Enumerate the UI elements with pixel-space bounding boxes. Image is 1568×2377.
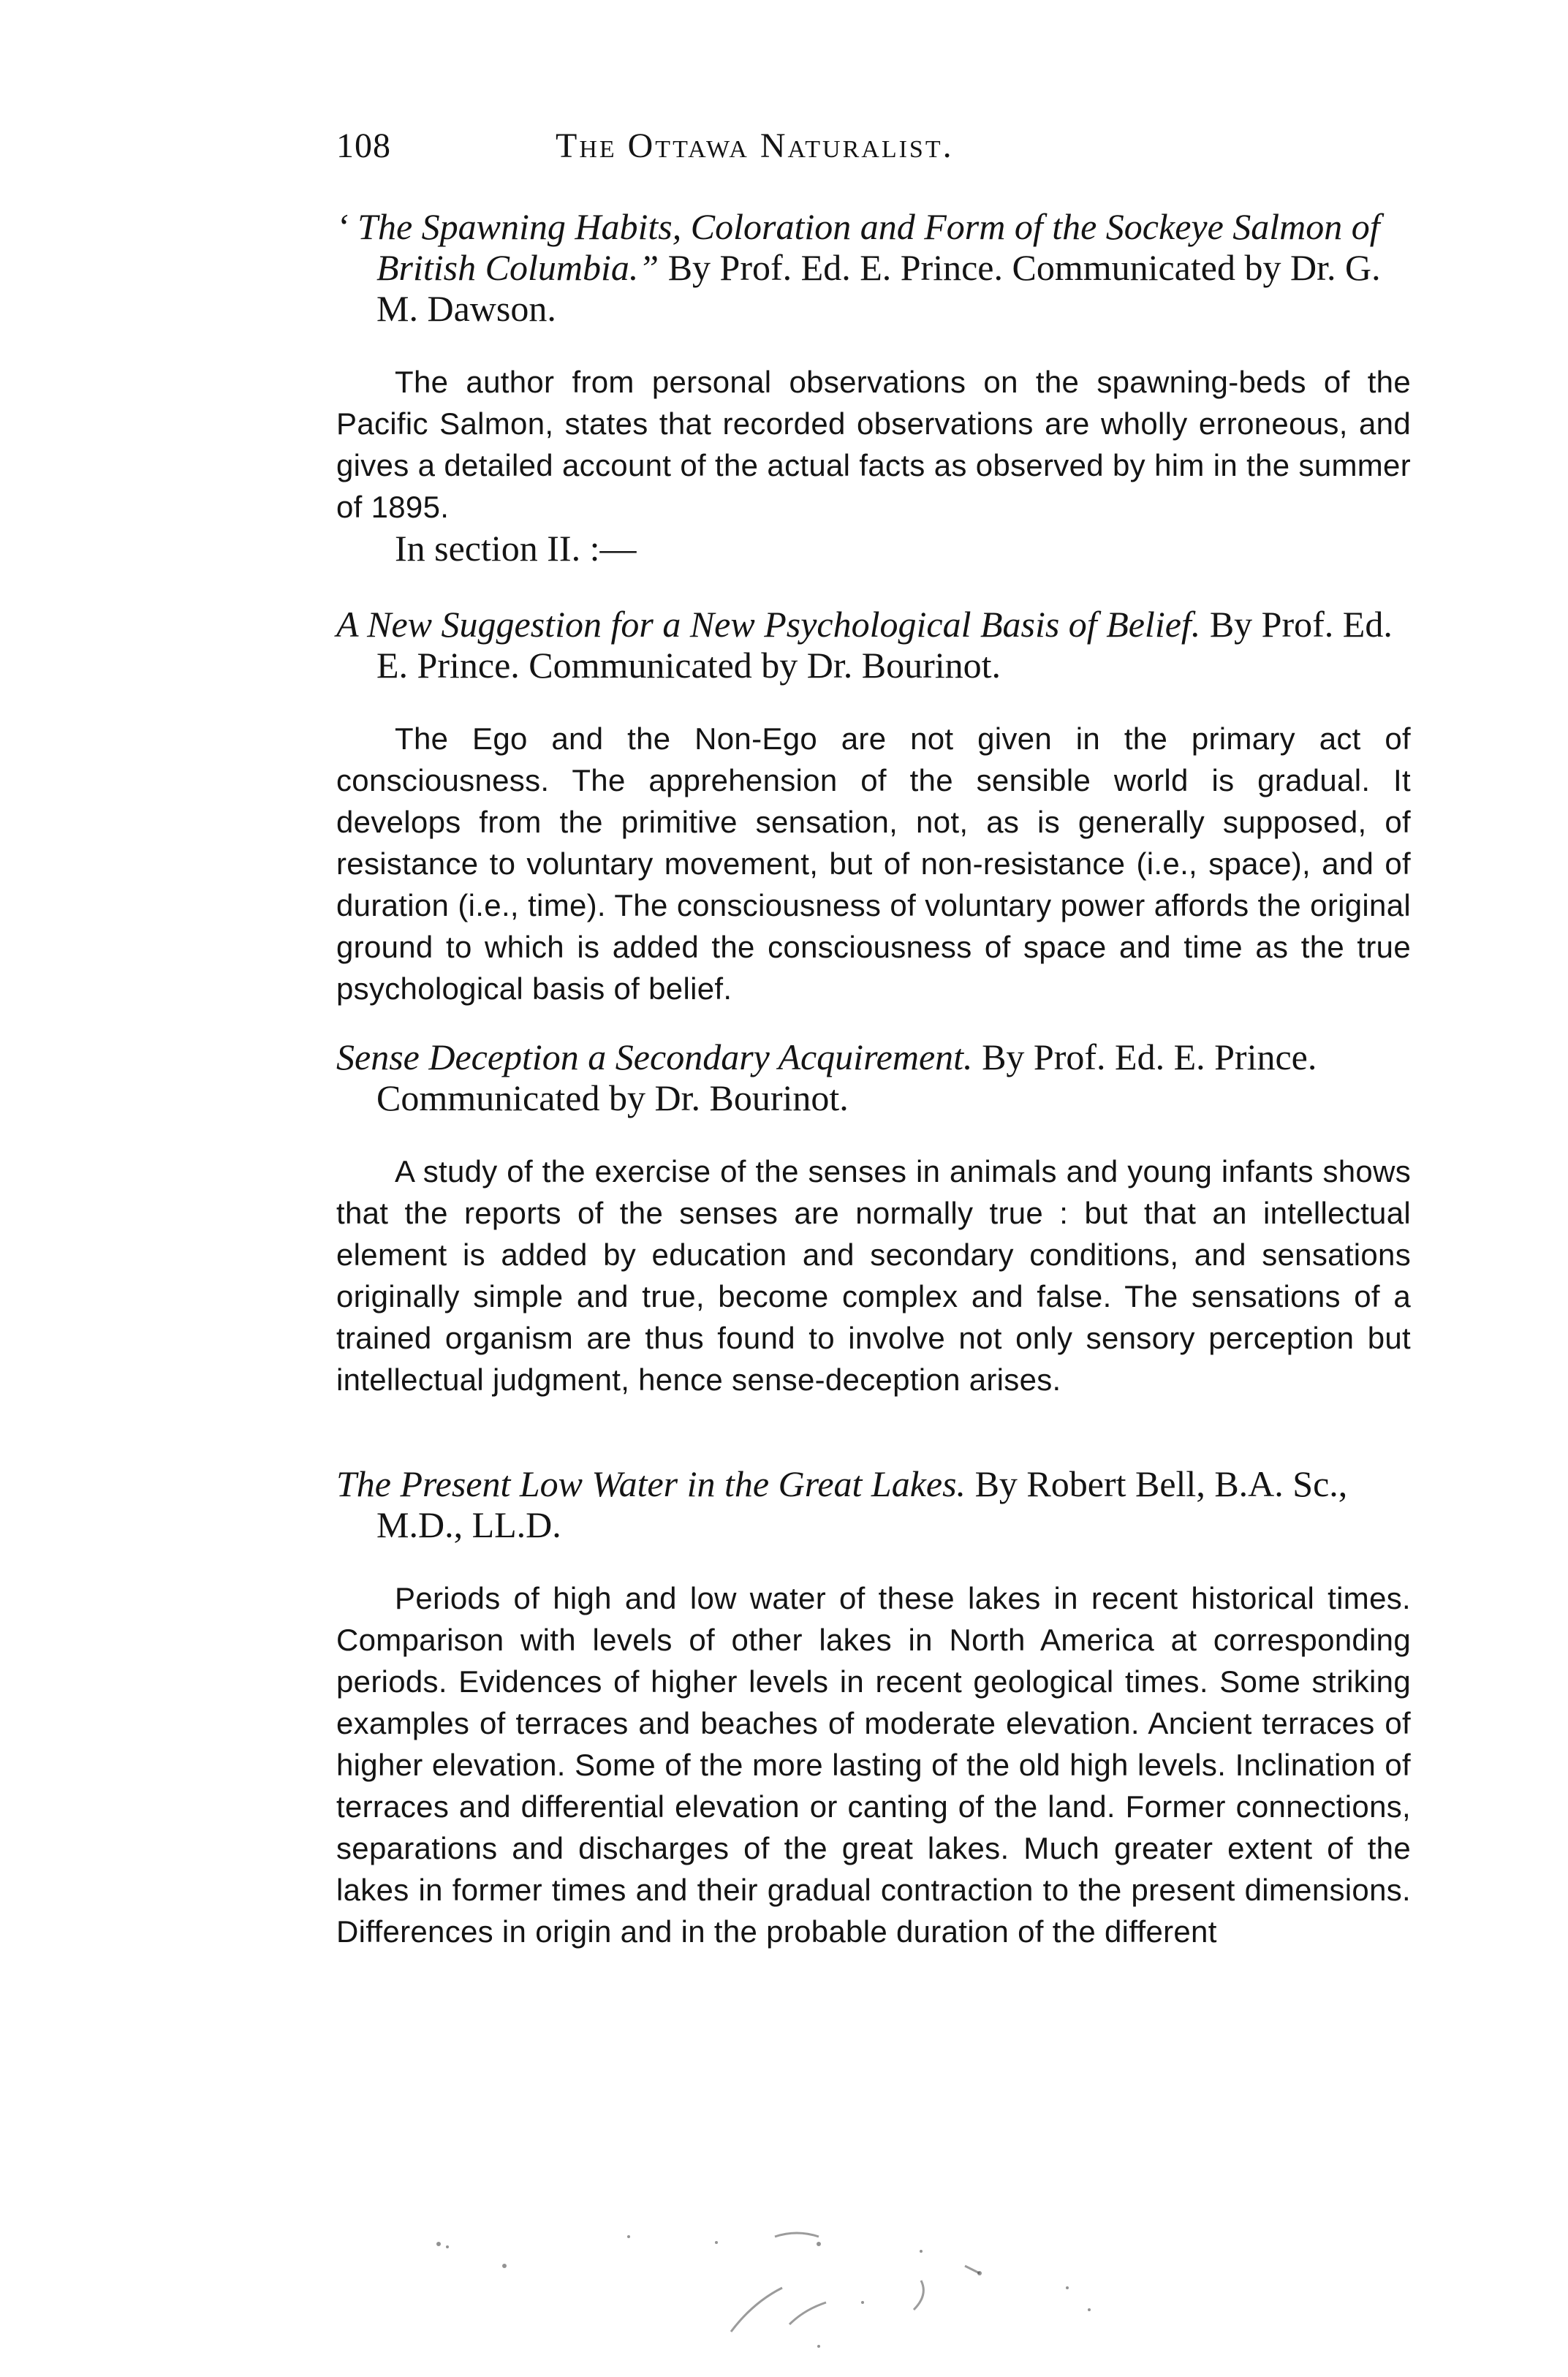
paper-entry-psychological-basis (336, 604, 1411, 1009)
paper-entry-great-lakes (336, 1463, 1411, 1952)
paper-byline: By Prof. Ed. E. Prince. Communicated by Dr. Bourinot. (376, 1036, 1317, 1118)
paper-heading (336, 604, 1411, 686)
paper-abstract: A study of the exercise of the senses in animals and young infants shows that the reports of the senses are normally true : but that an intellectual element is added by education and secondary conditions, and sensations originally simple and true, become complex and false. The sensations of a trained organism are thus found to involve not only sensory perception but intellectual judgment, hence sense-deception arises. (336, 1154, 1411, 1397)
journal-title: The Ottawa Naturalist. (556, 126, 954, 165)
paper-byline: By Prof. Ed. E. Prince. Communicated by Dr. Bourinot. (376, 604, 1393, 686)
paper-entry-sense-deception (336, 1036, 1411, 1400)
paper-title: The Present Low Water in the Great Lakes. (336, 1463, 966, 1504)
paper-title: Sense Deception a Secondary Acquirement. (336, 1036, 973, 1077)
paper-byline: By Robert Bell, B.A. Sc., M.D., LL.D. (376, 1463, 1348, 1545)
paper-title: A New Suggestion for a New Psychological Basis of Belief. (336, 604, 1201, 645)
paper-heading (336, 206, 1411, 329)
paper-abstract: The Ego and the Non-Ego are not given in the primary act of consciousness. The apprehension of the sensible world is gradual. It develops from the primitive sensation, not, as is generally supposed, of resistance to voluntary movement, but of non-resistance (i.e., space), and of duration (i.e., time). The consciousness of voluntary power affords the original ground to which is added the consciousness of space and time as the true psychological basis of belief. (336, 721, 1411, 1006)
paper-heading (336, 1463, 1411, 1545)
running-header (336, 126, 1411, 177)
paper-heading (336, 1036, 1411, 1118)
paper-title: ‘ The Spawning Habits, Coloration and Form of the Sockeye Salmon of British Columbia.” (336, 206, 1380, 288)
paper-byline: By Prof. Ed. E. Prince. Communicated by Dr. G. M. Dawson. (376, 247, 1381, 329)
paper-abstract: The author from personal observations on the spawning-beds of the Pacific Salmon, states that recorded observations are wholly erroneous, and gives a detailed account of the actual facts as observed by him in the summer of 1895. (336, 365, 1411, 524)
paper-abstract: Periods of high and low water of these lakes in recent historical times. Comparison with levels of other lakes in North America at corresponding periods. Evidences of higher levels in recent geological times. Some striking examples of terraces and beaches of moderate elevation. Ancient terraces of higher elevation. Some of the more lasting of the old high levels. Inclination of terraces and differential elevation or canting of the land. Former connections, separations and discharges of the great lakes. Much greater extent of the lakes in former times and their gradual contraction to the present dimensions. Differences in origin and in the probable duration of the different (336, 1581, 1411, 1949)
page-number: 108 (336, 126, 391, 165)
ink-smudge-artifact (409, 2222, 1184, 2368)
paper-entry-sockeye-salmon (336, 206, 1411, 569)
section-note: In section II. :— (395, 528, 637, 569)
